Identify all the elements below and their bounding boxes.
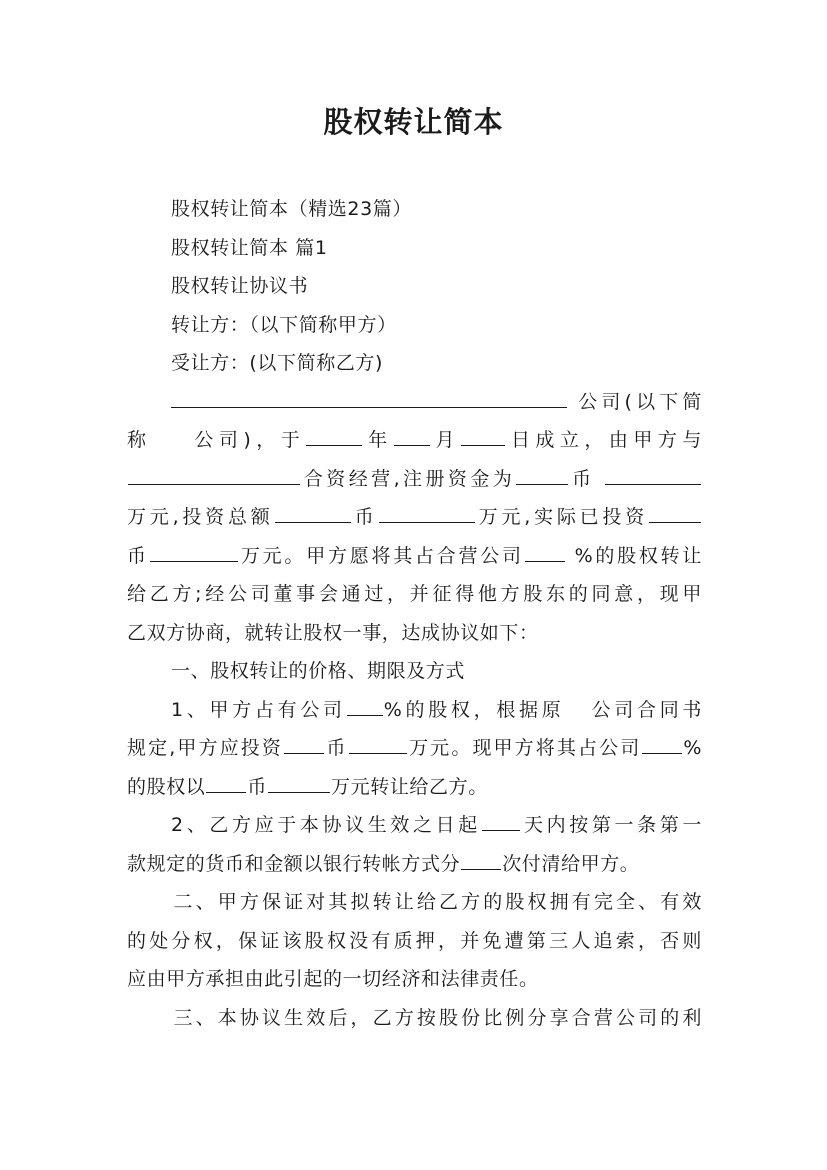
blank-field [516, 467, 568, 485]
blank-field [171, 390, 567, 408]
section-heading-1: 一、股权转让的价格、期限及方式 [171, 660, 466, 682]
blank-field [394, 428, 430, 446]
blank-field [206, 775, 246, 793]
blank-field [461, 852, 501, 870]
blank-field [461, 428, 505, 446]
document-body [127, 190, 702, 1037]
paragraph-company-info: 公司(以下简 称 公司)，于 年 月 日成立，由甲方与 合资经营,注册资金为 币 万元,投资总额 币 万元,实际已投资 币 万元。甲方愿将其占合营公司 %的股权转让 给乙方;经公司董事会通过，并征得他方股东的同意，现甲 乙双方协商，就转让股权一事，达成协议如下： [127, 390, 703, 644]
paragraph-clause-two: 二、甲方保证对其拟转让给乙方的股权拥有完全、有效 的处分权，保证该股权没有质押，并免遭第三人追索，否则 应由甲方承担由此引起的一切经济和法律责任。 [127, 891, 702, 990]
paragraph-clause-three: 三、本协议生效后，乙方按股份比例分享合营公司的利 [171, 1006, 702, 1029]
blank-field [268, 775, 330, 793]
transferee-line: 受让方：(以下简称乙方) [171, 352, 384, 374]
agreement-title: 股权转让协议书 [171, 275, 309, 297]
document-title: 股权转让简本 [323, 105, 504, 139]
blank-field [284, 736, 324, 754]
blank-field [649, 505, 701, 523]
blank-field [642, 736, 682, 754]
blank-field [482, 813, 520, 831]
blank-field [349, 736, 407, 754]
paragraph-clause-2: 2、乙方应于本协议生效之日起 天内按第一条第一 款规定的货币和金额以银行转帐方式分 次付清给甲方。 [127, 814, 702, 875]
transferor-line: 转让方：（以下简称甲方） [171, 313, 397, 336]
blank-field [128, 467, 300, 485]
blank-field [306, 428, 362, 446]
article-heading: 股权转让简本 篇1 [171, 236, 328, 259]
paragraph-clause-1: 1、甲方占有公司 %的股权，根据原 公司合同书 规定,甲方应投资 币 万元。现甲方将其占公司 % 的股权以 币 万元转让给乙方。 [127, 698, 703, 798]
blank-field [379, 505, 475, 523]
blank-field [605, 467, 701, 485]
blank-field [525, 544, 565, 562]
blank-field [150, 544, 238, 562]
subtitle-line: 股权转让简本（精选23篇） [171, 198, 412, 220]
blank-field [275, 505, 351, 523]
blank-field [347, 698, 383, 716]
